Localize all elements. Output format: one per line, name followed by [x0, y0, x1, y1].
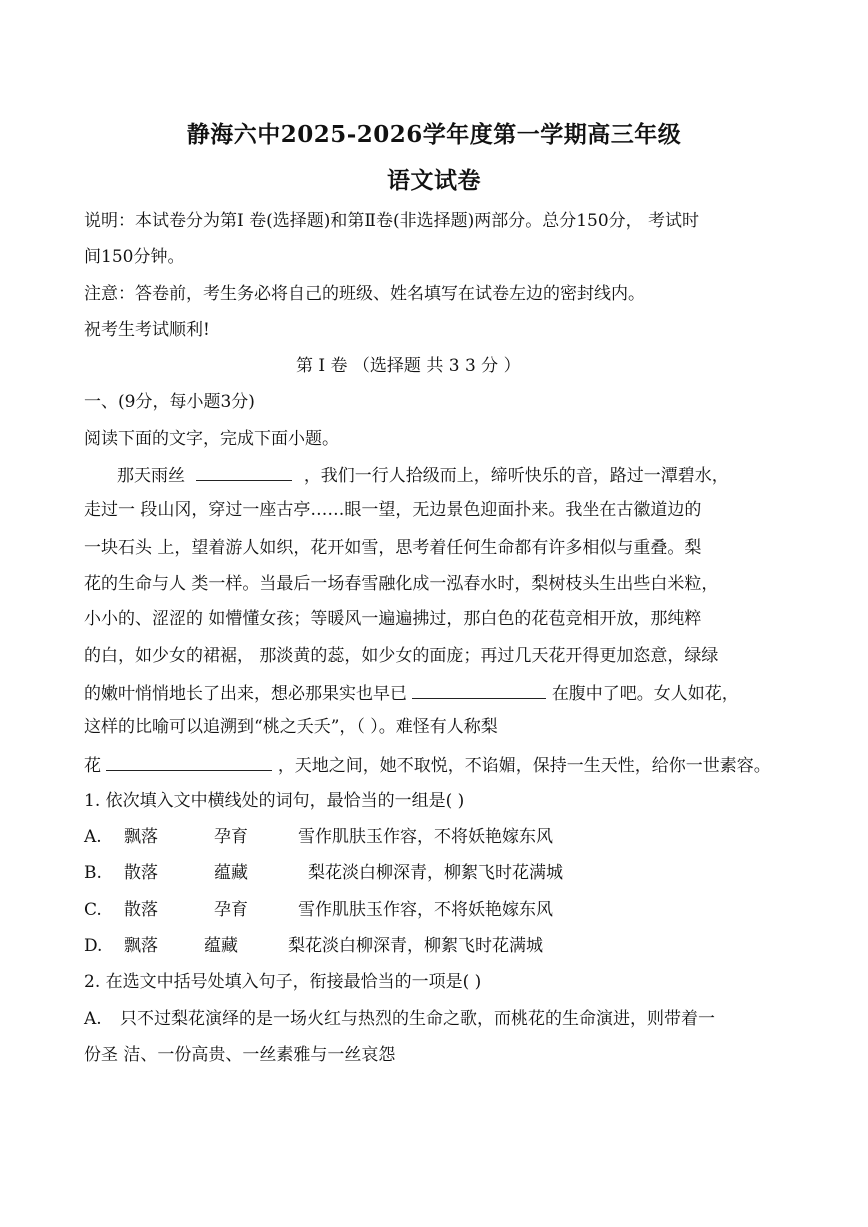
option-phrase: 雪作肌肤玉作容，不将妖艳嫁东风 [298, 827, 553, 847]
passage-text: 的嫩叶悄悄地长了出来，想必那果实也早已 [84, 684, 407, 704]
passage-line: 花的生命与人 类一样。当最后一场春雪融化成一泓春水时，梨树枝头生出些白米粒， [84, 574, 719, 594]
exam-title: 静海六中2025-2026学年度第一学期高三年级 [186, 121, 682, 148]
note-line: 说明：本试卷分为第I 卷(选择题)和第Ⅱ卷(非选择题)两部分。总分150分， 考试时 [84, 211, 700, 231]
passage-text: 花 [84, 756, 101, 776]
option-phrase: 雪作肌肤玉作容，不将妖艳嫁东风 [298, 900, 553, 920]
passage-line: 这样的比喻可以追溯到“桃之夭夭”，（ ）。难怪有人称梨 [84, 717, 498, 737]
answer-blank [106, 752, 272, 771]
option-letter: D. [84, 936, 103, 956]
option-letter: C. [84, 900, 102, 920]
option-word: 蕴藏 [204, 936, 238, 956]
option-letter: A. [84, 1009, 102, 1029]
instruction: 阅读下面的文字，完成下面小题。 [84, 429, 339, 449]
note-line: 间150分钟。 [84, 247, 185, 267]
answer-blank [412, 680, 546, 699]
note-line: 祝考生考试顺利! [84, 320, 210, 340]
option-text: 只不过梨花演绎的是一场火红与热烈的生命之歌，而桃花的生命演进，则带着一 [120, 1009, 715, 1029]
question-2-stem: 2. 在选文中括号处填入句子，衔接最恰当的一项是( ) [84, 972, 482, 992]
q1-option-b[interactable] [84, 861, 563, 885]
option-letter: A. [84, 827, 102, 847]
option-word: 飘落 [124, 827, 158, 847]
option-word: 蕴藏 [214, 863, 248, 883]
option-word: 飘落 [124, 936, 158, 956]
passage-line [84, 752, 771, 778]
passage-line: 的白，如少女的裙裾， 那淡黄的蕊，如少女的面庞；再过几天花开得更加恣意，绿绿 [84, 646, 719, 666]
note-line: 注意：答卷前，考生务必将自己的班级、姓名填写在试卷左边的密封线内。 [84, 284, 645, 304]
option-word: 散落 [124, 900, 158, 920]
q1-option-d[interactable] [84, 934, 543, 958]
option-word: 孕育 [214, 900, 248, 920]
passage-text: ，天地之间，她不取悦，不谄媚，保持一生天性，给你一世素容。 [277, 756, 771, 776]
question-1-stem: 1. 依次填入文中横线处的词句，最恰当的一组是( ) [84, 791, 465, 811]
q2-option-a-cont: 份圣 洁、一份高贵、一丝素雅与一丝哀怨 [84, 1045, 396, 1065]
exam-subtitle: 语文试卷 [387, 167, 481, 194]
answer-blank [196, 462, 292, 481]
passage-line: 小小的、涩涩的 如懵懂女孩；等暖风一遍遍拂过，那白色的花苞竞相开放，那纯粹 [84, 609, 702, 629]
passage-text: 那天雨丝 [117, 466, 185, 486]
part-heading: 一、(9分，每小题3分) [84, 392, 255, 412]
section-title: 第 I 卷 （选择题 共 3 3 分 ） [296, 356, 521, 376]
passage-line: 走过一 段山冈，穿过一座古亭……眼一望，无边景色迎面扑来。我坐在古徽道边的 [84, 500, 702, 520]
passage-line [117, 462, 729, 488]
passage-line [84, 680, 739, 706]
q1-option-c[interactable] [84, 898, 553, 922]
option-phrase: 梨花淡白柳深青，柳絮飞时花满城 [288, 936, 543, 956]
option-phrase: 梨花淡白柳深青，柳絮飞时花满城 [308, 863, 563, 883]
q2-option-a[interactable] [84, 1007, 715, 1031]
q1-option-a[interactable] [84, 825, 553, 849]
passage-text: ，我们一行人拾级而上，缔听快乐的音，路过一潭碧水， [303, 466, 729, 486]
option-word: 散落 [124, 863, 158, 883]
passage-line: 一块石头 上，望着游人如织，花开如雪，思考着任何生命都有许多相似与重叠。梨 [84, 538, 702, 558]
option-word: 孕育 [214, 827, 248, 847]
option-letter: B. [84, 863, 102, 883]
passage-text: 在腹中了吧。女人如花， [551, 684, 739, 704]
